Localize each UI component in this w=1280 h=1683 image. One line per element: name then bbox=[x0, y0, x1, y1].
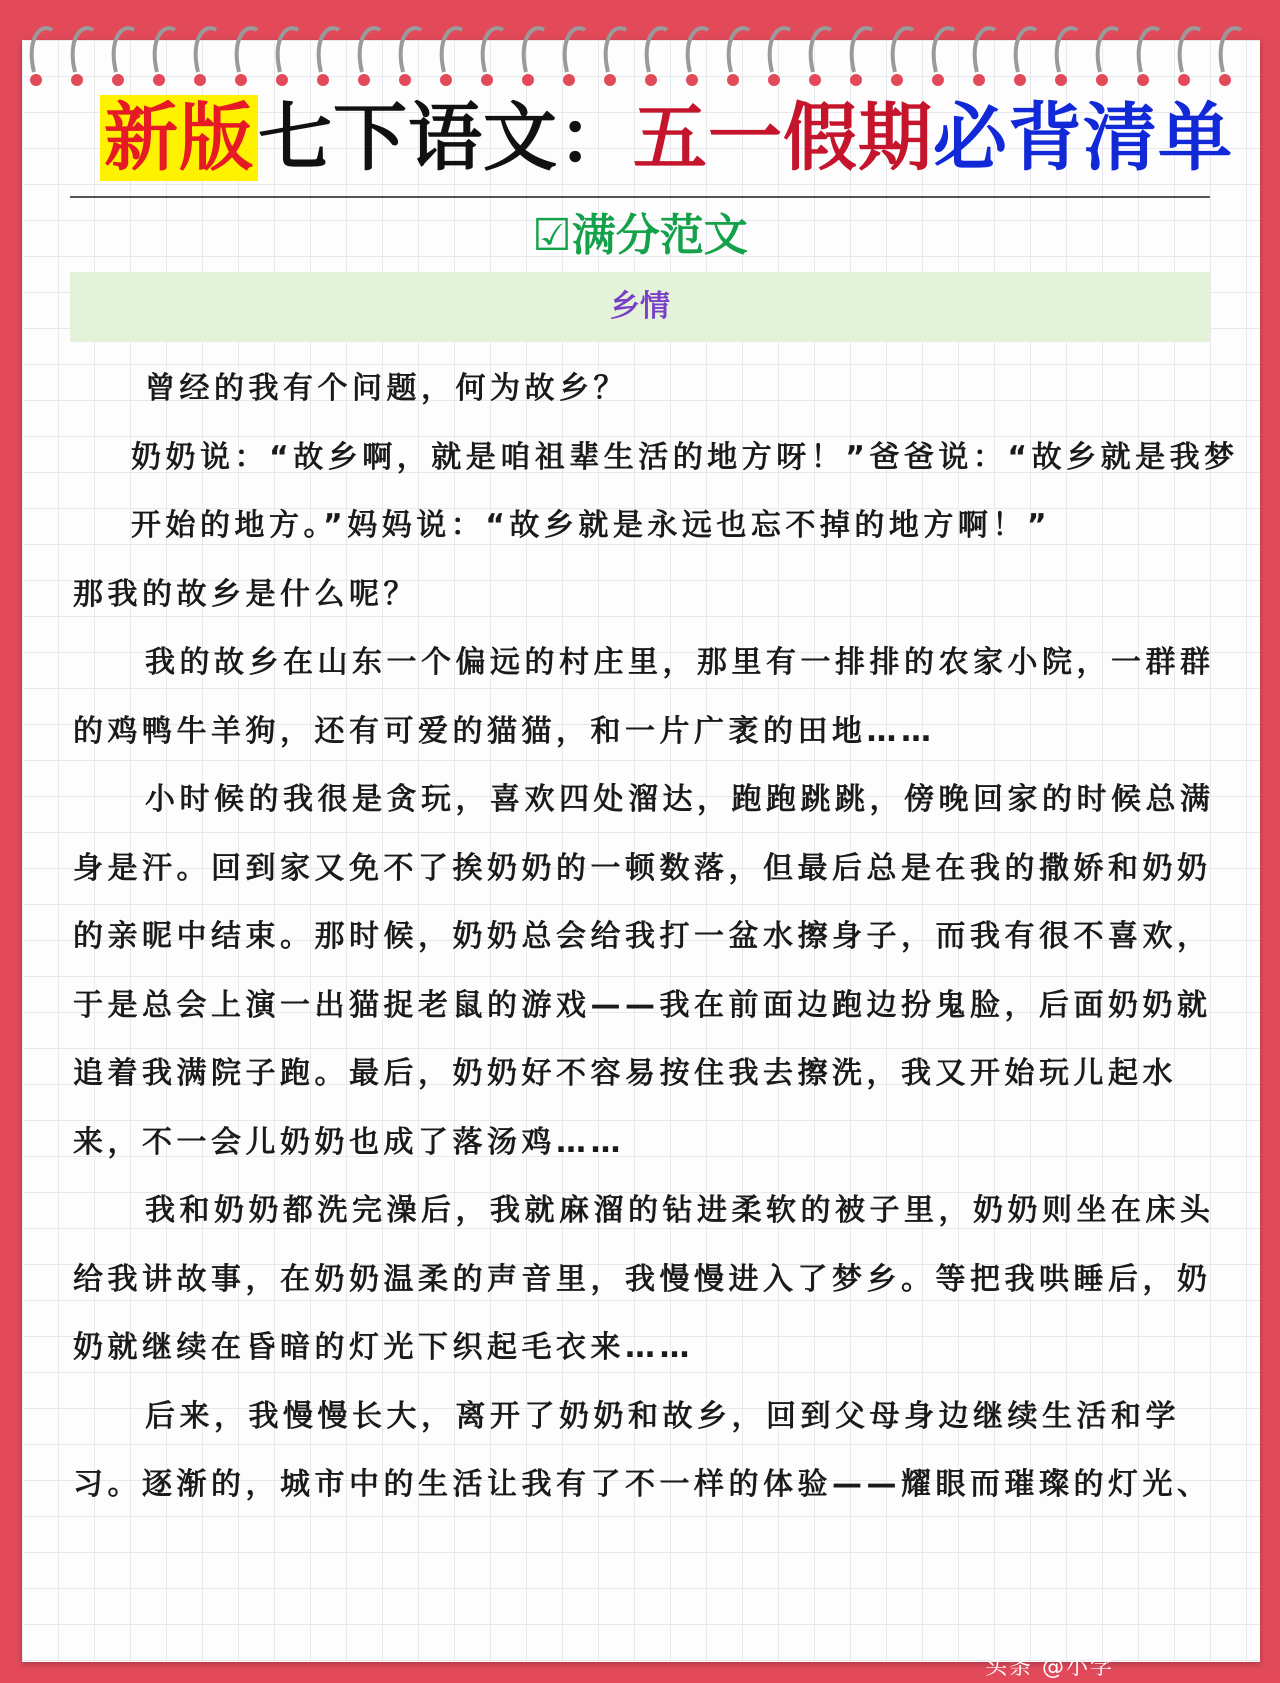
section-subtitle: ☑满分范文 bbox=[532, 210, 748, 261]
page-title bbox=[100, 86, 1233, 190]
title-holiday: 五一假期 bbox=[633, 95, 933, 181]
paragraph-4: 我的故乡在山东一个偏远的村庄里，那里有一排排的农家小院，一群群的鸡鸭牛羊狗，还有可爱的猫猫，和一片广袤的田地…… bbox=[73, 645, 1215, 749]
paragraph-7: 后来，我慢慢长大，离开了奶奶和故乡，回到父母身边继续生活和学习。逐渐的，城市中的生活让我有了不一样的体验——耀眼而璀璨的灯光、 bbox=[73, 1398, 1212, 1502]
title-highlight: 新版 bbox=[100, 95, 258, 181]
title-checklist: 必背清单 bbox=[933, 95, 1233, 181]
paragraph-6: 我和奶奶都洗完澡后，我就麻溜的钻进柔软的被子里，奶奶则坐在床头给我讲故事，在奶奶温柔的声音里，我慢慢进入了梦乡。等把我哄睡后，奶奶就继续在昏暗的灯光下织起毛衣来…… bbox=[73, 1193, 1215, 1365]
paragraph-3: 那我的故乡是什么呢？ bbox=[73, 576, 418, 612]
spiral-binding-icon bbox=[0, 0, 1280, 100]
essay-body bbox=[73, 355, 1243, 1520]
paragraph-2: 奶奶说：“故乡啊，就是咱祖辈生活的地方呀！”爸爸说：“故乡就是我梦开始的地方。”妈妈说：“故乡就是永远也忘不掉的地方啊！” bbox=[131, 439, 1239, 543]
essay-title: 乡情 bbox=[610, 289, 670, 324]
title-grade-subject: 七下语文： bbox=[258, 95, 633, 181]
essay-title-band bbox=[70, 272, 1210, 342]
paragraph-5: 小时候的我很是贪玩，喜欢四处溜达，跑跑跳跳，傍晚回家的时候总满身是汗。回到家又免不了挨奶奶的一顿数落，但最后总是在我的撒娇和奶奶的亲昵中结束。那时候，奶奶总会给我打一盆水擦身子，而我有很不喜欢，于是总会上演一出猫捉老鼠的游戏——我在前面边跑边扮鬼脸，后面奶奶就追着我满院子跑。最后，奶奶好不容易按住我去擦洗，我又开始玩儿起水来，不一会儿奶奶也成了落汤鸡…… bbox=[73, 782, 1215, 1160]
title-divider bbox=[70, 196, 1210, 198]
watermark: 头条 @小学 bbox=[985, 1655, 1114, 1680]
paragraph-1: 曾经的我有个问题，何为故乡？ bbox=[145, 371, 628, 406]
